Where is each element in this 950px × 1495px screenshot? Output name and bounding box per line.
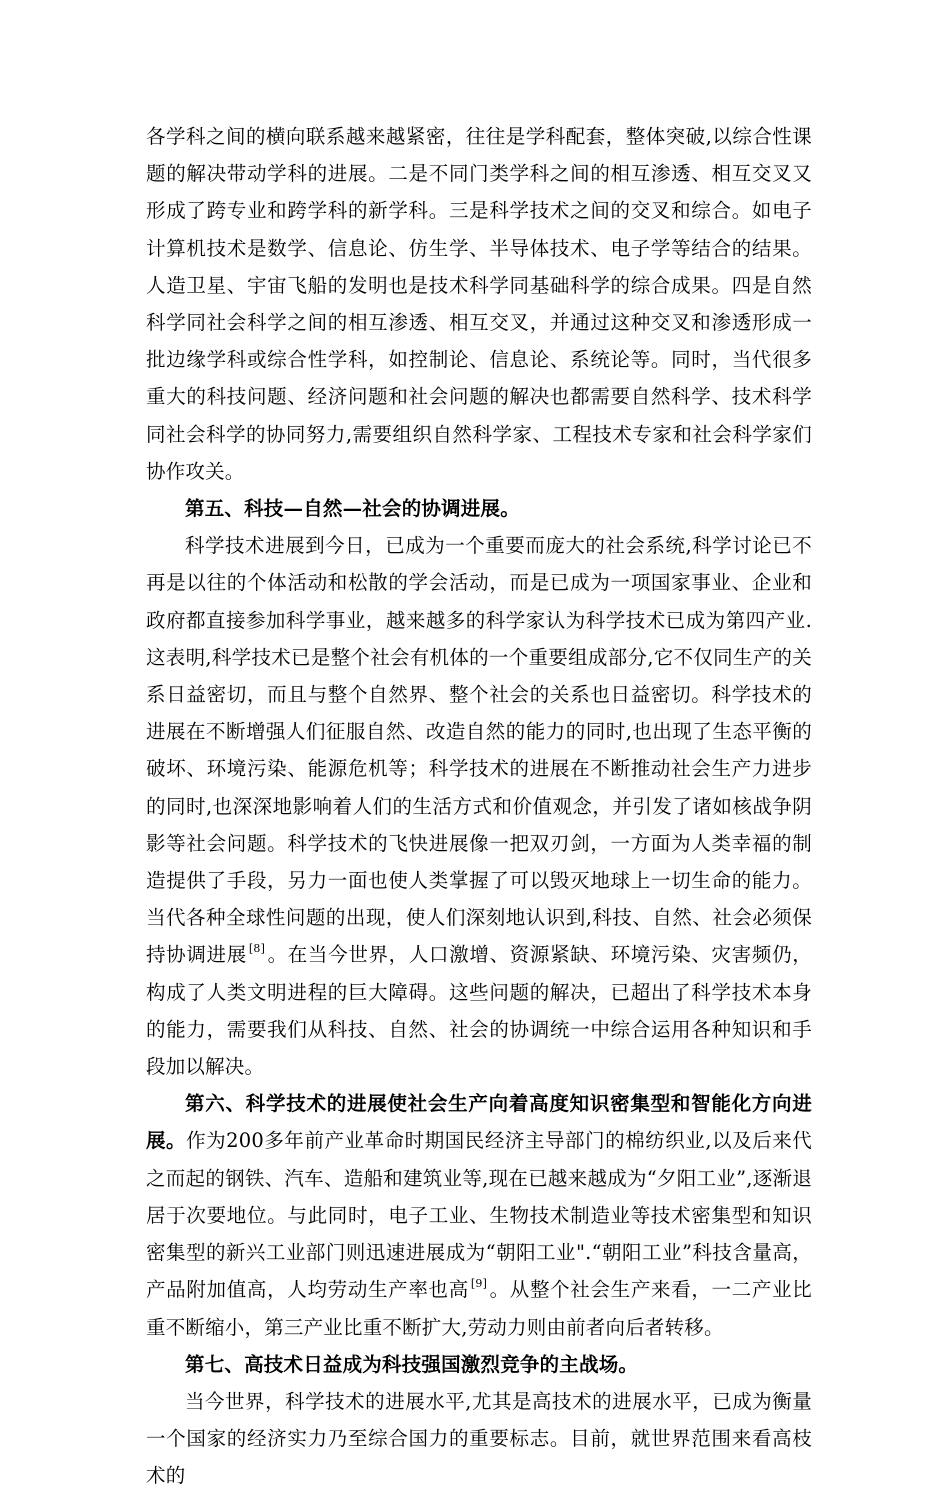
paragraph-section-5-text-b: 。在当今世界，人口激增、资源紧缺、环境污染、灾害频仍，构成了人类文明进程的巨大障碍。这些问题的解决，已超出了科学技术本身的能力，需要我们从科技、自然、社会的协调统一中综合运用各种知识和手段加以解决。 — [146, 943, 812, 1079]
paragraph-section-6-text-b: 。从整个社会生产来看，一二产业比重不断缩小，第三产业比重不断扩大,劳动力则由前者向后者转移。 — [146, 1278, 812, 1339]
heading-section-6: 第六、科学技术的进展使社会生产向着高度知识密集型和智能化方向进展。 — [146, 1092, 812, 1153]
paragraph-interdisciplinary: 各学科之间的横向联系越来越紧密，往往是学科配套，整体突破,以综合性课题的解决带动学科的进展。二是不同门类学科之间的相互渗透、相互交叉又形成了跨专业和跨学科的新学科。三是科学技术之间的交叉和综合。如电子计算机技术是数学、信息论、仿生学、半导体技术、电子学等结合的结果。人造卫星、宇宙飞船的发明也是技术科学同基础科学的综合成果。四是自然科学同社会科学之间的相互渗透、相互交叉，并通过这种交叉和渗透形成一批边缘学科或综合性学科，如控制论、信息论、系统论等。同时，当代很多重大的科技问题、经济问题和社会问题的解决也都需要自然科学、技术科学同社会科学的协同努力,需要组织自然科学家、工程技术专家和社会科学家们协作攻关。 — [146, 125, 812, 483]
document-page — [146, 118, 812, 1495]
paragraph-section-6-text-a: 作为200多年前产业革命时期国民经济主导部门的棉纺织业,以及后来代之而起的钢铁、汽车、造船和建筑业等,现在已越来越成为“夕阳工业”,逐渐退居于次要地位。与此同时，电子工业、生物技术制造业等技术密集型和知识密集型的新兴工业部门则迅速进展成为“朝阳工业".“朝阳工业”科技含量高，产品附加值高，人均劳动生产率也高 — [146, 1129, 812, 1302]
heading-section-5: 第五、科技—自然—社会的协调进展。 — [185, 497, 520, 521]
heading-section-7: 第七、高技术日益成为科技强国激烈竞争的主战场。 — [185, 1352, 639, 1376]
paragraph-section-5-text-a: 科学技术进展到今日，已成为一个重要而庞大的社会系统,科学讨论已不再是以往的个体活动和松散的学会活动，而是已成为一项国家事业、企业和政府都直接参加科学事业，越来越多的科学家认为科学技术已成为第四产业.这表明,科学技术已是整个社会有机体的一个重要组成部分,它不仅同生产的关系日益密切，而且与整个自然界、整个社会的关系也日益密切。科学技术的进展在不断增强人们征服自然、改造自然的能力的同时,也出现了生态平衡的破坏、环境污染、能源危机等；科学技术的进展在不断推动社会生产力进步的同时,也深深地影响着人们的生活方式和价值观念，并引发了诸如核战争阴影等社会问题。科学技术的飞快进展像一把双刃剑，一方面为人类幸福的制造提供了手段，另力一面也使人类掌握了可以毁灭地球上一切生命的能力。当代各种全球性问题的出现，使人们深刻地认识到,科技、自然、社会必须保持协调进展 — [146, 534, 812, 967]
citation-9: [9] — [470, 1277, 488, 1291]
paragraph-section-5 — [146, 527, 812, 1085]
paragraph-section-6 — [146, 1085, 812, 1345]
paragraph-section-7: 当今世界，科学技术的进展水平,尤其是高技术的进展水平，已成为衡量一个国家的经济实力乃至综合国力的重要标志。目前，就世界范围来看高枝术的 — [146, 1389, 812, 1488]
citation-8: [8] — [248, 942, 266, 956]
